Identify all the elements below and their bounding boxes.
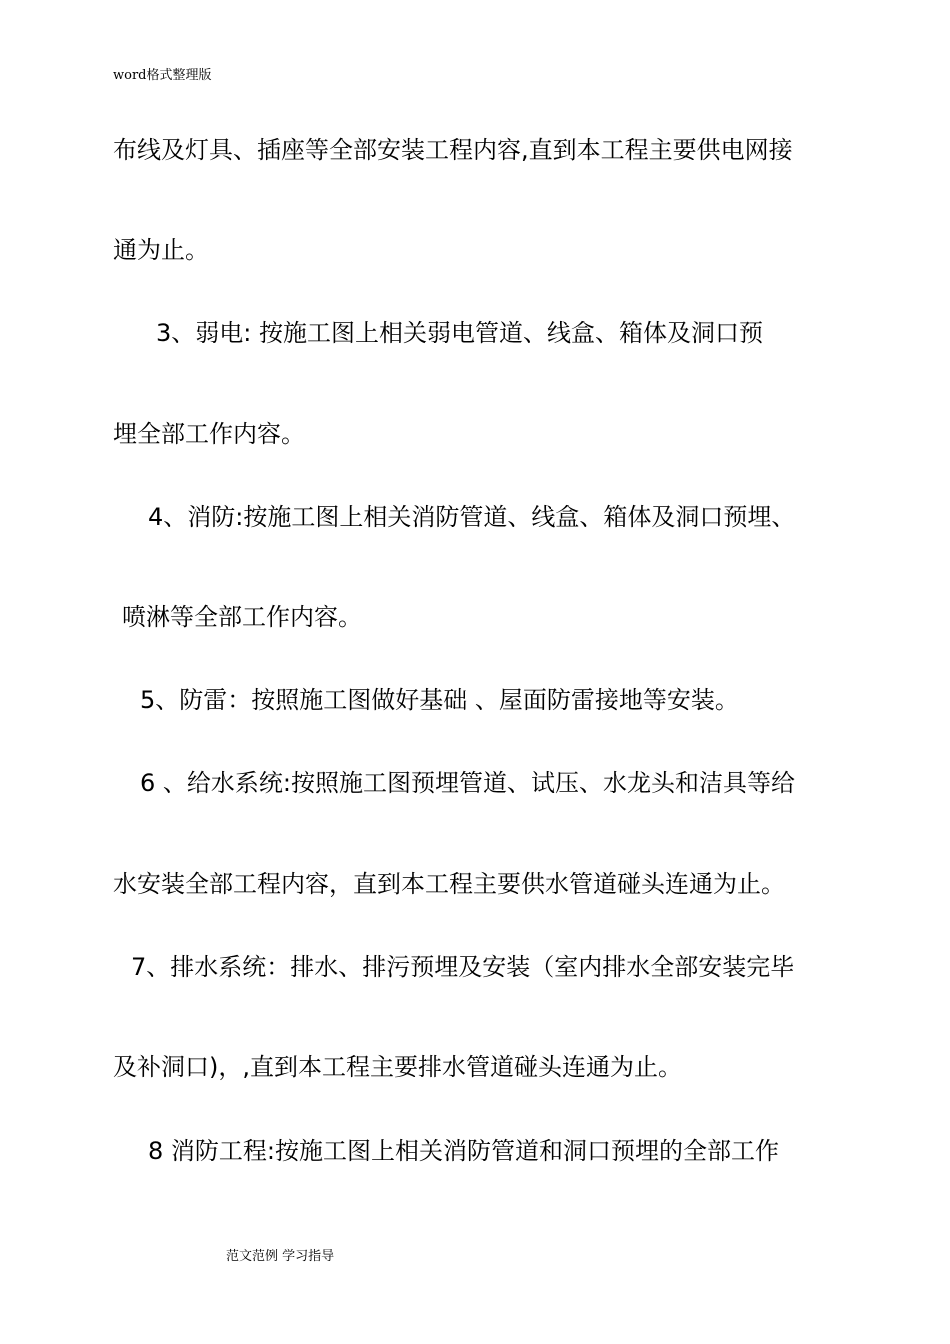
body-line: 6 、给水系统:按照施工图预埋管道、试压、水龙头和洁具等给 [140,769,795,797]
body-line: 布线及灯具、插座等全部安装工程内容,直到本工程主要供电网接 [113,136,793,164]
body-line: 喷淋等全部工作内容。 [122,603,362,631]
body-line: 水安装全部工程内容，直到本工程主要供水管道碰头连通为止。 [113,870,785,898]
body-line: 5、防雷：按照施工图做好基础 、屋面防雷接地等安装。 [140,686,739,714]
body-line: 3、弱电: 按施工图上相关弱电管道、线盒、箱体及洞口预 [156,319,763,347]
body-line: 通为止。 [113,236,209,264]
body-line: 及补洞口)，,直到本工程主要排水管道碰头连通为止。 [113,1053,682,1081]
body-line: 4、消防:按施工图上相关消防管道、线盒、箱体及洞口预埋、 [148,503,796,531]
body-line: 8 消防工程:按施工图上相关消防管道和洞口预埋的全部工作 [148,1137,779,1165]
body-line: 7、排水系统：排水、排污预埋及安装（室内排水全部安装完毕 [131,953,795,981]
body-line: 埋全部工作内容。 [113,420,305,448]
page-header: word格式整理版 [113,68,212,83]
page-footer: 范文范例 学习指导 [226,1249,335,1264]
